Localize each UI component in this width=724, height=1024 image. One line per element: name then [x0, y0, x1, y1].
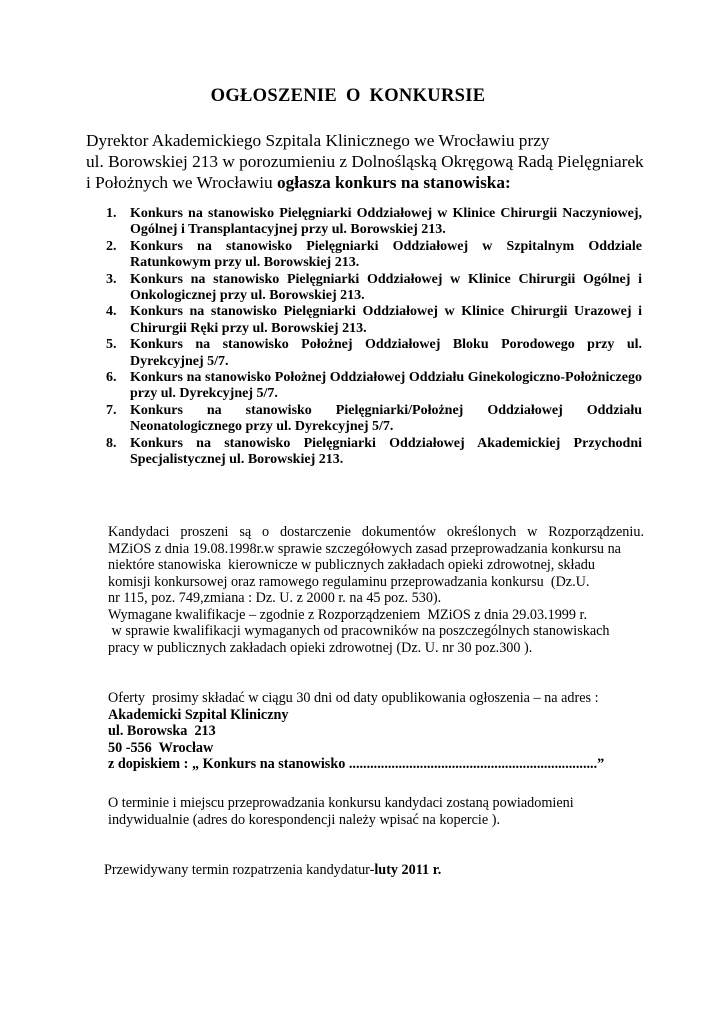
list-item-text: Konkurs na stanowisko Pielęgniarki Oddziałowej w Klinice Chirurgii Naczyniowej, Ogólnej i Transplantacyjnej przy ul. Borowskiej 213. [130, 206, 642, 238]
list-item-number: 5. [106, 337, 117, 353]
intro-line-bold: ogłasza konkurs na stanowiska: [276, 173, 511, 192]
notification-line: indywidualnie (adres do korespondencji należy wpisać na kopercie ). [108, 811, 500, 828]
requirements-line: nr 115, poz. 749,zmiana : Dz. U. z 2000 r. na 45 poz. 530). [108, 590, 442, 606]
envelope-annotation: z dopiskiem : „ Konkurs na stanowisko ......................................................................” [108, 756, 605, 772]
requirements-line: w sprawie kwalifikacji wymaganych od pracowników na poszczególnych stanowiskach [108, 623, 610, 639]
intro-line-plain: i Położnych we Wrocławiu [86, 173, 277, 192]
list-item-number: 6. [106, 370, 117, 386]
offer-paragraph [108, 690, 644, 773]
list-item-text: Konkurs na stanowisko Pielęgniarki Oddziałowej w Klinice Chirurgii Urazowej i Chirurgii Ręki przy ul. Borowskiej 213. [130, 304, 642, 336]
list-item-text: Konkurs na stanowisko Pielęgniarki/Położnej Oddziałowej Oddziału Neonatologicznego przy ul. Dyrekcyjnej 5/7. [130, 402, 642, 435]
address-city: 50 -556 Wrocław [108, 739, 214, 756]
list-item [106, 239, 642, 272]
list-item-text: Konkurs na stanowisko Pielęgniarki Oddziałowej w Klinice Chirurgii Ogólnej i Onkologicznej przy ul. Borowskiej 213. [130, 271, 642, 304]
requirements-line: pracy w publicznych zakładach opieki zdrowotnej (Dz. U. nr 30 poz.300 ). [108, 639, 533, 656]
notification-line: O terminie i miejscu przeprowadzania konkursu kandydaci zostaną powiadomieni [108, 795, 574, 811]
list-item [106, 436, 642, 469]
list-item-text: Konkurs na stanowisko Pielęgniarki Oddziałowej w Szpitalnym Oddziale Ratunkowym przy ul. Borowskiej 213. [130, 238, 642, 271]
deadline-label: Przewidywany termin rozpatrzenia kandydatur- [104, 862, 375, 878]
list-item [106, 370, 642, 403]
list-item [106, 206, 642, 239]
address-name: Akademicki Szpital Kliniczny [108, 706, 289, 723]
requirements-line: Kandydaci proszeni są o dostarczenie dokumentów określonych w Rozporządzeniu. [108, 524, 644, 540]
list-item-text: Konkurs na stanowisko Położnej Oddziałowej Bloku Porodowego przy ul. Dyrekcyjnej 5/7. [130, 337, 642, 369]
requirements-line: niektóre stanowiska kierownicze w publicznych zakładach opieki zdrowotnej, składu [108, 557, 595, 573]
requirements-line: komisji konkursowej oraz ramowego regulaminu przeprowadzania konkursu (Dz.U. [108, 573, 590, 590]
address-street: ul. Borowska 213 [108, 723, 216, 739]
list-item-number: 4. [106, 304, 117, 320]
list-item [106, 337, 642, 370]
list-item-text: Konkurs na stanowisko Położnej Oddziałowej Oddziału Ginekologiczno-Położniczego przy ul. Dyrekcyjnej 5/7. [130, 370, 642, 402]
list-item [106, 304, 642, 337]
intro-line: ul. Borowskiej 213 w porozumieniu z Dolnośląską Okręgową Radą Pielęgniarek [86, 152, 644, 171]
offer-instruction: Oferty prosimy składać w ciągu 30 dni od daty opublikowania ogłoszenia – na adres : [108, 690, 599, 706]
list-item-number: 8. [106, 435, 117, 451]
list-item [106, 403, 642, 436]
list-item-number: 2. [106, 238, 117, 254]
requirements-paragraph [108, 524, 644, 656]
deadline-value: luty 2011 r. [374, 862, 442, 878]
requirements-line: MZiOS z dnia 19.08.1998r.w sprawie szczegółowych zasad przeprowadzania konkursu na [108, 540, 621, 557]
list-item-number: 7. [106, 402, 117, 418]
notification-paragraph [108, 795, 644, 828]
list-item [106, 272, 642, 305]
positions-list [106, 206, 642, 469]
page-title: OGŁOSZENIE O KONKURSIE [210, 86, 486, 106]
intro-paragraph [86, 130, 646, 193]
requirements-line: Wymagane kwalifikacje – zgodnie z Rozporządzeniem MZiOS z dnia 29.03.1999 r. [108, 606, 588, 623]
list-item-text: Konkurs na stanowisko Pielęgniarki Oddziałowej Akademickiej Przychodni Specjalistycznej ul. Borowskiej 213. [130, 435, 642, 468]
intro-line [86, 172, 646, 193]
intro-line: Dyrektor Akademickiego Szpitala Klinicznego we Wrocławiu przy [86, 131, 550, 150]
list-item-number: 3. [106, 271, 117, 287]
deadline-line [104, 862, 441, 879]
list-item-number: 1. [106, 206, 117, 221]
